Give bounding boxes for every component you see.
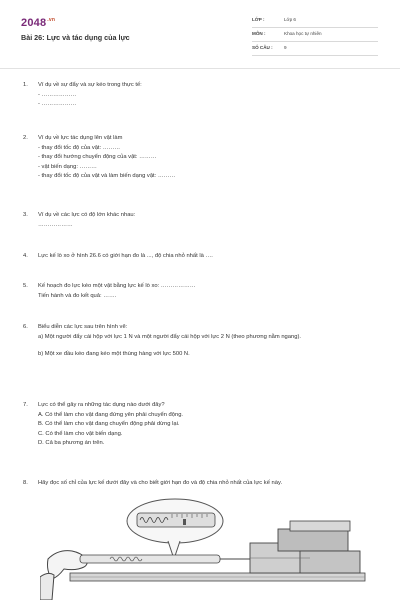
answer-option: D. Cả ba phương án trên. <box>38 440 105 447</box>
question-text: Lực kế lò xo ở hình 26.6 có giới hạn đo là ..., độ chia nhỏ nhất là …. <box>38 253 213 259</box>
question-number: 7. <box>23 402 28 408</box>
question-body <box>38 211 378 230</box>
meta-value: 9 <box>284 45 287 50</box>
answer-option: B. Có thể làm cho vật đang chuyển động phải dừng lại. <box>38 421 180 428</box>
question-number: 2. <box>23 135 28 141</box>
question-number: 8. <box>23 480 28 486</box>
vise-top <box>290 521 350 531</box>
question-number: 3. <box>23 212 28 218</box>
question-body <box>38 81 378 110</box>
question-number: 6. <box>23 324 28 330</box>
lesson-title: Bài 26: Lực và tác dụng của lực <box>21 33 130 42</box>
site-logo[interactable] <box>21 17 55 29</box>
question-text: Ví dụ về các lực có độ lớn khác nhau: <box>38 212 136 218</box>
answer-blank: - ……………… <box>38 91 77 98</box>
question-line: a) Một người đẩy cái hộp với lực 1 N và một người đẩy cái hộp với lực 2 N (theo phương nằm ngang). <box>38 333 301 340</box>
page-header <box>0 0 400 62</box>
meta-label: SỐ CÂU : <box>252 45 273 50</box>
question-line: - thay đổi tốc độ của vật: ……… <box>38 144 121 151</box>
question-text: Lực có thể gây ra những tác dụng nào dưới đây? <box>38 402 165 408</box>
question-body <box>38 323 378 360</box>
sleeve <box>40 573 54 600</box>
question-text: Hãy đọc số chỉ của lực kế dưới đây và cho biết giới hạn đo và độ chia nhỏ nhất của lực kế này. <box>38 480 283 486</box>
meta-value: Lớp 6 <box>284 17 296 22</box>
question-text: Ví dụ về lực tác dụng lên vật làm <box>38 135 123 141</box>
question-body <box>38 134 378 182</box>
meta-label: MÔN : <box>252 31 266 36</box>
question-text: Kế hoạch đo lực kéo một vật bằng lực kế lò xo: ……………… <box>38 283 196 289</box>
answer-blank: - ……………… <box>38 101 77 108</box>
answer-blank: ……………… <box>38 221 73 228</box>
header-divider <box>0 68 400 69</box>
question-body <box>38 282 378 301</box>
spring-scale-tube <box>80 555 220 563</box>
question-body <box>38 401 378 449</box>
vise-jaw <box>278 529 348 551</box>
spring-scale-illustration <box>40 491 370 600</box>
question-line: - thay đổi hướng chuyển động của vật: ……… <box>38 154 157 161</box>
question-body <box>38 252 378 262</box>
question-body <box>38 479 378 489</box>
meta-row-class <box>252 14 378 28</box>
meta-row-count <box>252 42 378 56</box>
answer-option: A. Có thể làm cho vật đang đứng yên phải chuyển động. <box>38 411 184 418</box>
question-line: - vật biến dạng: ……… <box>38 163 97 170</box>
question-number: 1. <box>23 82 28 88</box>
meta-value: Khoa học tự nhiên <box>284 31 322 36</box>
zoom-scale-body <box>137 513 215 527</box>
vise-base <box>300 551 360 573</box>
question-line: b) Một xe đầu kéo đang kéo một thùng hàng với lực 500 N. <box>38 351 190 358</box>
question-line: Tiến hành và đo kết quả: ……. <box>38 292 117 299</box>
question-line: - thay đổi tốc độ của vật và làm biến dạng vật: ……… <box>38 173 176 180</box>
question-text: Biểu diễn các lực sau trên hình vẽ: <box>38 324 128 330</box>
question-text: Ví dụ về sự đẩy và sự kéo trong thực tế: <box>38 82 142 88</box>
meta-row-subject <box>252 28 378 42</box>
question-number: 5. <box>23 283 28 289</box>
logo-text: 2048 <box>21 17 47 29</box>
answer-option: C. Có thể làm cho vật biến dạng. <box>38 430 123 437</box>
zoom-indicator <box>183 519 186 525</box>
question-number: 4. <box>23 253 28 259</box>
meta-label: LỚP : <box>252 17 265 22</box>
meta-table <box>252 14 378 56</box>
logo-suffix: .vn <box>47 17 56 24</box>
